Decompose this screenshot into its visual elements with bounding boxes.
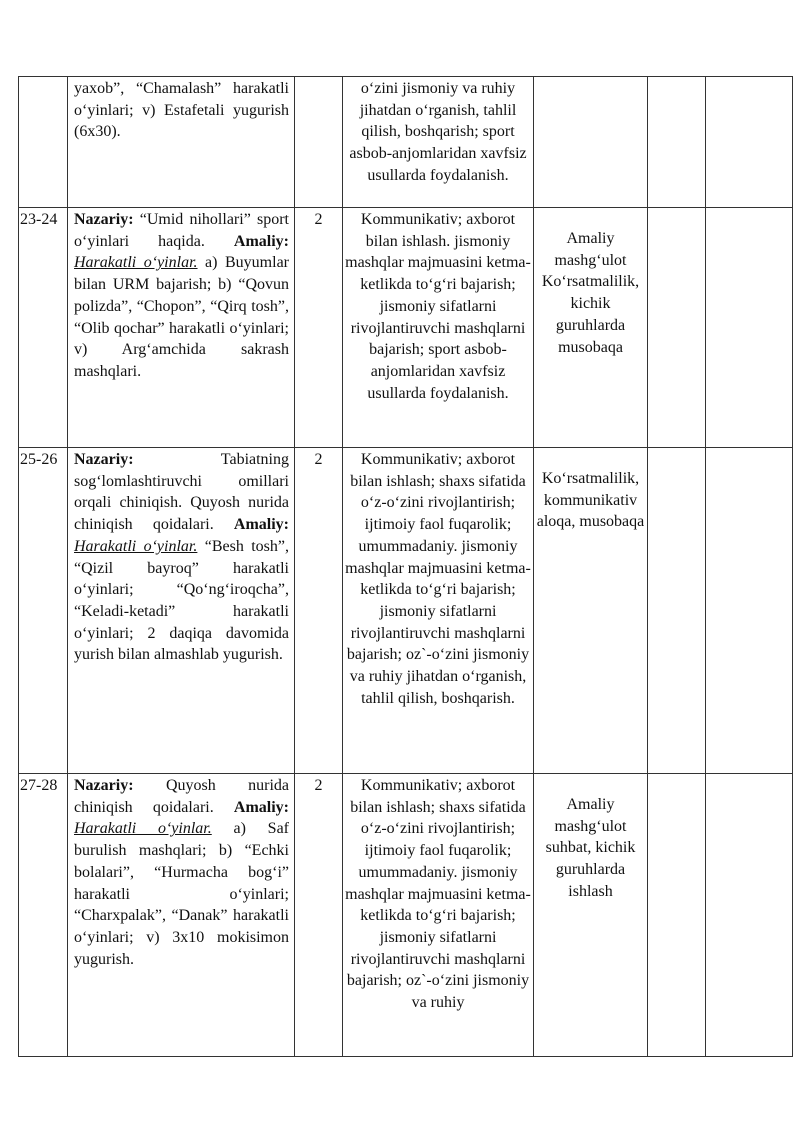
lesson-plan-table xyxy=(18,76,793,1057)
empty-cell xyxy=(706,448,793,774)
lesson-theme xyxy=(68,208,295,448)
amaliy-label: Amaliy: xyxy=(233,516,289,534)
lesson-hours: 2 xyxy=(295,448,343,774)
lesson-theme xyxy=(68,774,295,1057)
table-row xyxy=(19,77,793,208)
empty-cell xyxy=(648,774,706,1057)
empty-cell xyxy=(648,448,706,774)
theme-rest: “Besh tosh”, “Qizil bayroq” harakatli o‘yinlari; “Qo‘ng‘iroqcha”, “Keladi-ketadi” harakatli o‘yinlari; 2 daqiqa davomida yurish bilan almashlab yugurish. xyxy=(74,537,289,664)
nazariy-text: “Umid nihollari” sport o‘yinlari haqida. xyxy=(74,211,289,250)
amaliy-label: Amaliy: xyxy=(233,232,289,250)
table-row xyxy=(19,448,793,774)
empty-cell xyxy=(706,77,793,208)
nazariy-text: Quyosh nurida chiniqish qoidalari. xyxy=(74,777,289,816)
lesson-competencies: Kommunikativ; axborot bilan ishlash. jismoniy mashqlar majmuasini ketma-ketlikda to‘g‘ri bajarish; jismoniy sifatlarni rivojlantiruvchi mashqlarni bajarish; sport asbob-anjomlaridan xavfsiz usullarda foydalanish. xyxy=(343,208,534,448)
lesson-methods: Amaliy mashg‘ulot suhbat, kichik guruhlarda ishlash xyxy=(534,774,648,1057)
lesson-theme xyxy=(68,448,295,774)
empty-cell xyxy=(706,774,793,1057)
empty-cell xyxy=(648,77,706,208)
amaliy-label: Amaliy: xyxy=(233,798,289,816)
lesson-hours xyxy=(295,77,343,208)
table-row xyxy=(19,774,793,1057)
lesson-number: 25-26 xyxy=(19,448,68,774)
lesson-methods: Amaliy mashg‘ulot Ko‘rsatmalilik, kichik guruhlarda musobaqa xyxy=(534,208,648,448)
lesson-number: 23-24 xyxy=(19,208,68,448)
lesson-number: 27-28 xyxy=(19,774,68,1057)
lesson-methods xyxy=(534,77,648,208)
lesson-methods: Ko‘rsatmalilik, kommunikativ aloqa, musobaqa xyxy=(534,448,648,774)
nazariy-label: Nazariy: xyxy=(74,777,134,794)
theme-text: yaxob”, “Chamalash” harakatli o‘yinlari; v) Estafetali yugurish (6x30). xyxy=(74,80,289,141)
harakatli-label: Harakatli o‘yinlar. xyxy=(74,537,198,555)
theme-rest: a) Saf burulish mashqlari; b) “Echki bolalari”, “Hurmacha bog‘i” harakatli o‘yinlari; “Charxpalak”, “Danak” harakatli o‘yinlari; v) 3x10 mokisimon yugurish. xyxy=(74,820,289,968)
lesson-hours: 2 xyxy=(295,774,343,1057)
table-row xyxy=(19,208,793,448)
lesson-number xyxy=(19,77,68,208)
nazariy-text: Tabiatning sog‘lomlashtiruvchi omillari orqali chiniqish. Quyosh nurida chiniqish qoidalari. xyxy=(74,451,289,534)
harakatli-label: Harakatli o‘yinlar. xyxy=(74,254,198,272)
harakatli-label: Harakatli o‘yinlar. xyxy=(74,820,212,838)
theme-rest: a) Buyumlar bilan URM bajarish; b) “Qovun polizda”, “Chopon”, “Qirq tosh”, “Olib qochar” harakatli o‘yinlari; v) Arg‘amchida sakrash mashqlari. xyxy=(74,254,290,380)
lesson-competencies: Kommunikativ; axborot bilan ishlash; shaxs sifatida o‘z-o‘zini rivojlantirish; ijtimoiy faol fuqarolik; umummadaniy. jismoniy mashqlar majmuasini ketma-ketlikda to‘g‘ri bajarish; jismoniy sifatlarni rivojlantiruvchi mashqlarni bajarish; oz`-o‘zini jismoniy va ruhiy xyxy=(343,774,534,1057)
empty-cell xyxy=(706,208,793,448)
nazariy-label: Nazariy: xyxy=(74,211,134,228)
nazariy-label: Nazariy: xyxy=(74,451,134,468)
empty-cell xyxy=(648,208,706,448)
lesson-hours: 2 xyxy=(295,208,343,448)
lesson-theme xyxy=(68,77,295,208)
lesson-competencies: Kommunikativ; axborot bilan ishlash; shaxs sifatida o‘z-o‘zini rivojlantirish; ijtimoiy faol fuqarolik; umummadaniy. jismoniy mashqlar majmuasini ketma-ketlikda to‘g‘ri bajarish; jismoniy sifatlarni rivojlantiruvchi mashqlarni bajarish; oz`-o‘zini jismoniy va ruhiy jihatdan o‘rganish, tahlil qilish, boshqarish. xyxy=(343,448,534,774)
lesson-competencies: o‘zini jismoniy va ruhiy jihatdan o‘rganish, tahlil qilish, boshqarish; sport asbob-anjomlaridan xavfsiz usullarda foydalanish. xyxy=(343,77,534,208)
